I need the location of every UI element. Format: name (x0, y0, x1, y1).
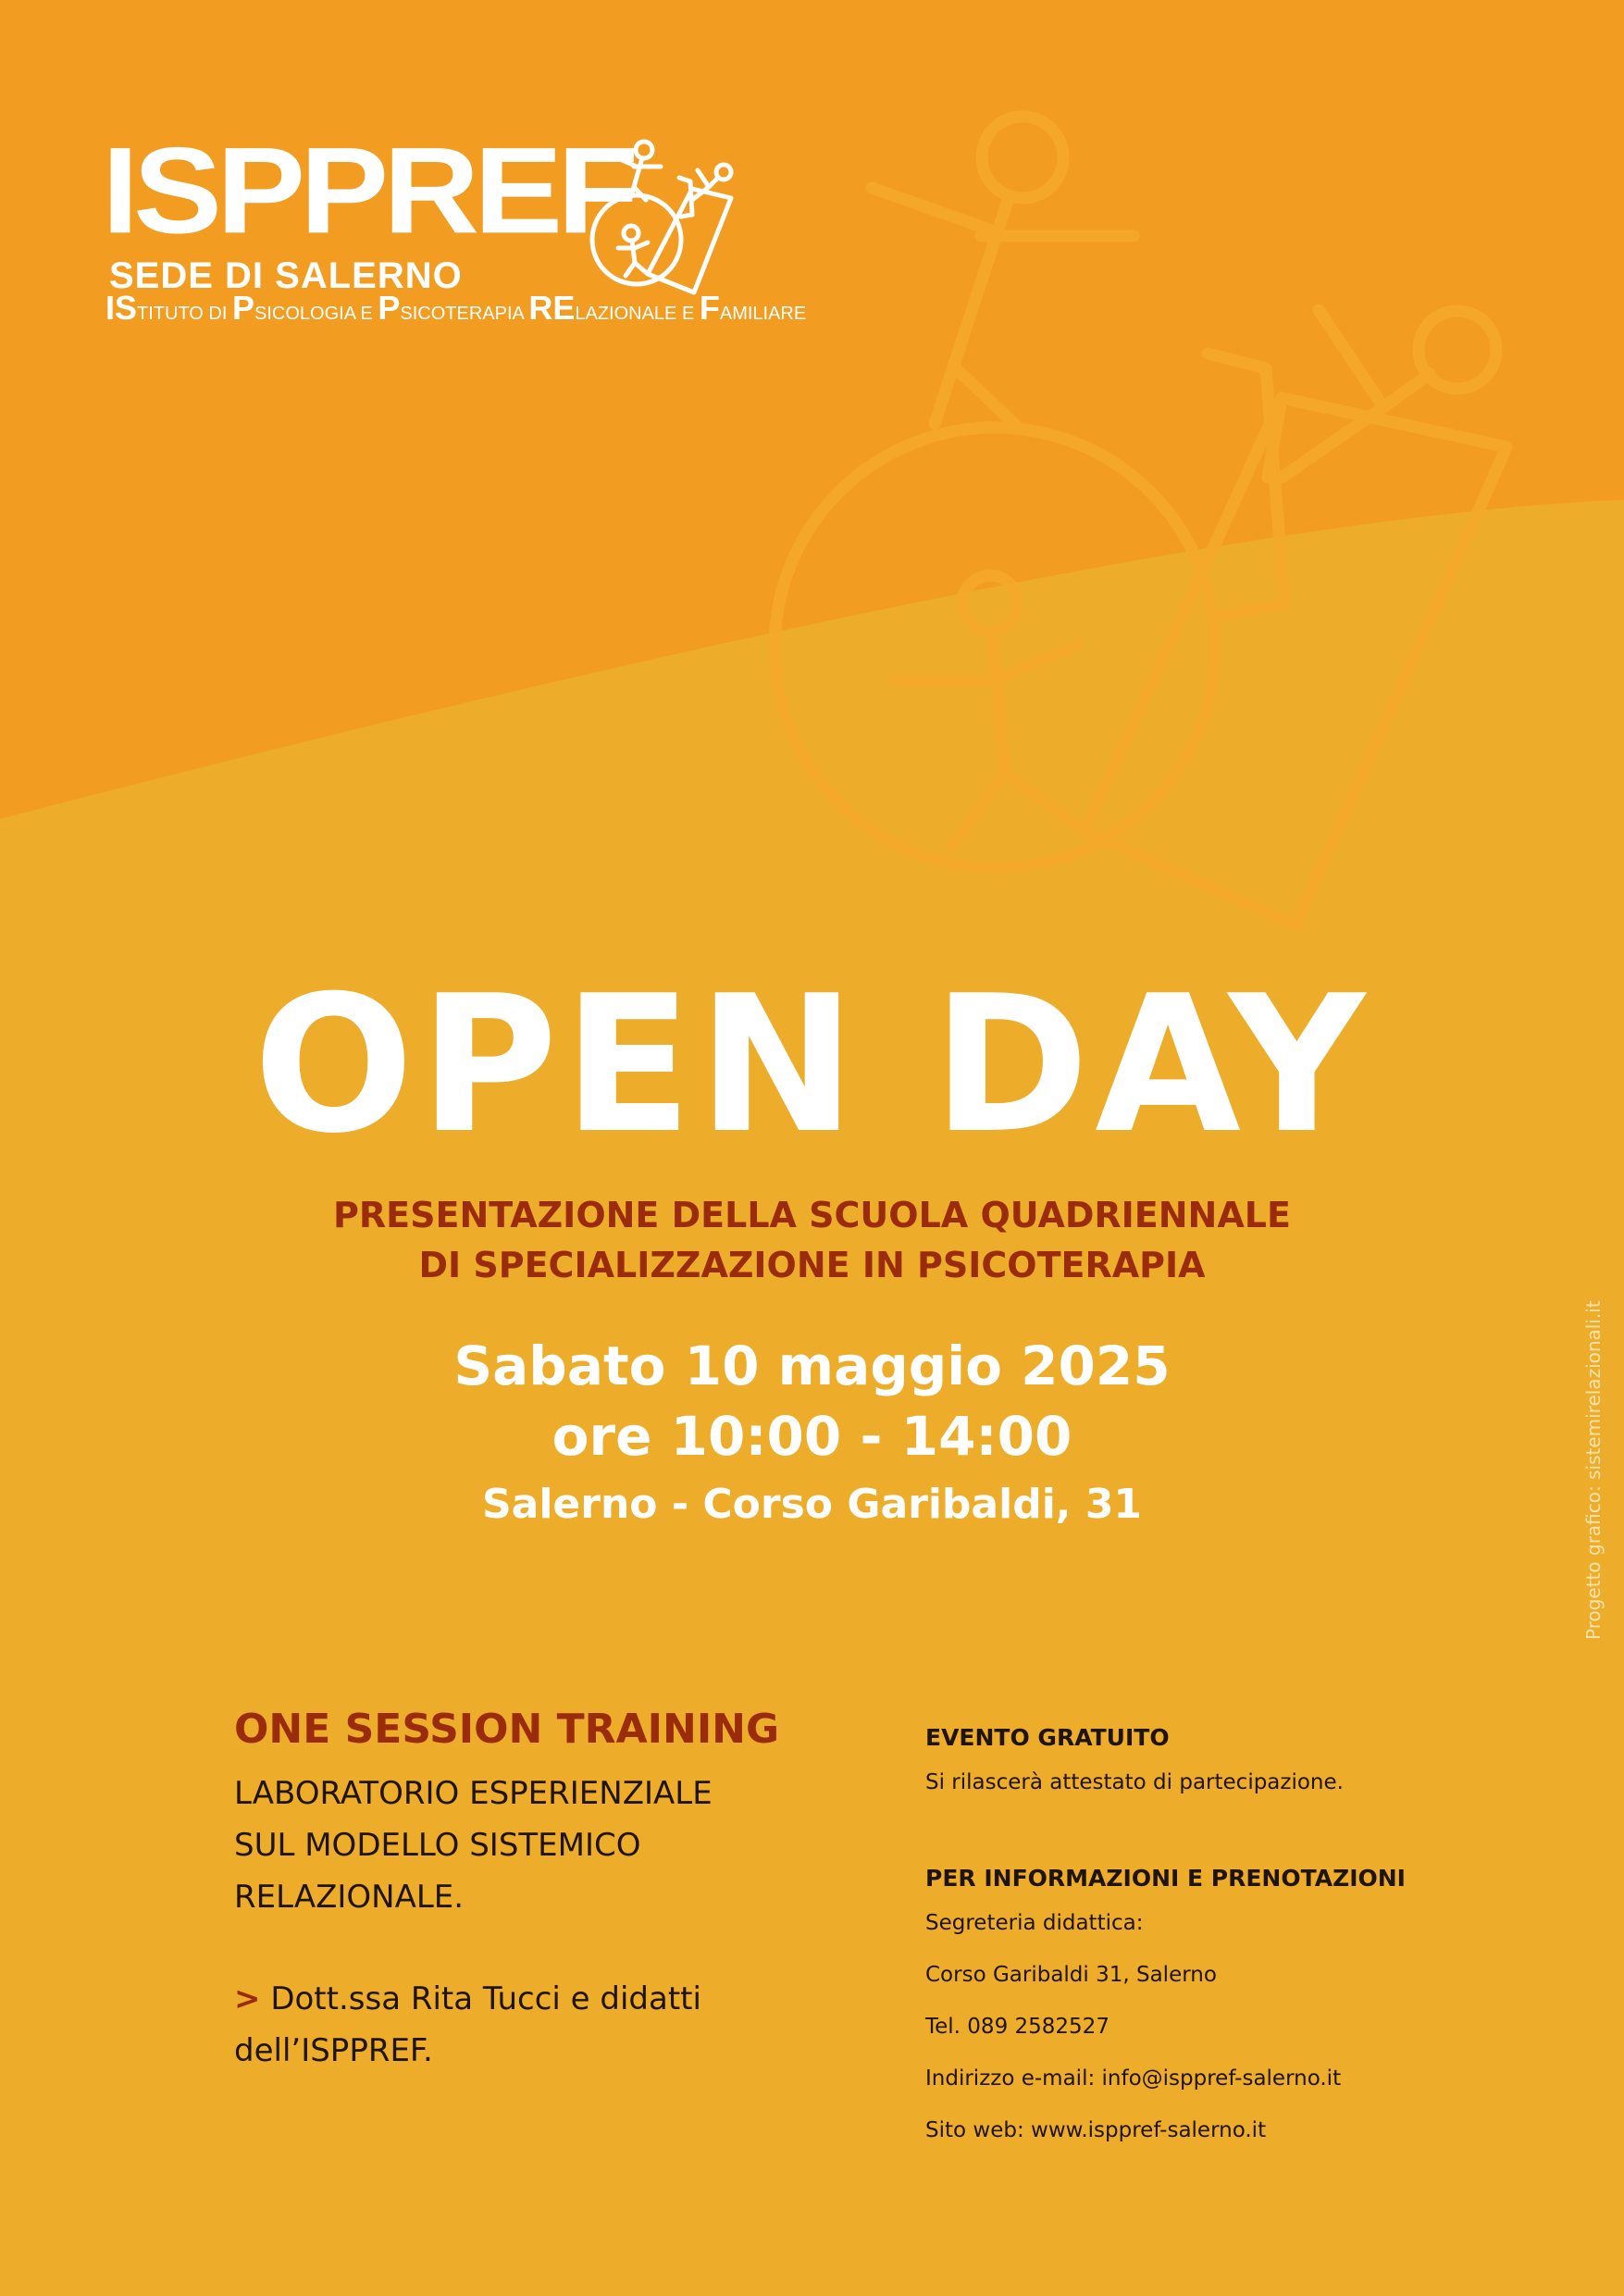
speakers-line (234, 1973, 826, 2025)
event-subtitle (0, 1190, 1624, 1290)
subtitle-line: PRESENTAZIONE DELLA SCUOLA QUADRIENNALE (333, 1195, 1291, 1235)
contacts-title: PER INFORMAZIONI E PRENOTAZIONI (925, 1865, 1406, 1892)
tagline-segment: TITUTO DI (137, 304, 232, 324)
description-line: SUL MODELLO SISTEMICO (234, 1827, 641, 1864)
description-line: RELAZIONALE. (234, 1879, 465, 1916)
design-credit: Progetto grafico: sistemirelazionali.it (1582, 1300, 1605, 1640)
event-datetime (0, 1331, 1624, 1534)
description-line: LABORATORIO ESPERIENZIALE (234, 1775, 713, 1812)
contact-line: Segreteria didattica: (925, 1911, 1144, 1935)
tagline-segment: P (231, 289, 254, 327)
training-description (234, 1768, 826, 1923)
tagline-segment: SICOLOGIA E (254, 304, 378, 324)
logo-subtitle: SEDE DI SALERNO (109, 255, 463, 296)
hero-section (0, 956, 1624, 1534)
family-wheel-figures-icon (583, 133, 768, 309)
tagline-segment: P (378, 289, 401, 327)
speakers-line: dell’ISPPREF. (234, 2032, 433, 2069)
event-title: OPEN DAY (253, 956, 1371, 1175)
contact-website[interactable]: Sito web: www.isppref-salerno.it (925, 2118, 1267, 2142)
tagline-segment: F (699, 289, 720, 327)
contact-phone[interactable]: Tel. 089 2582527 (925, 2015, 1110, 2039)
training-title: ONE SESSION TRAINING (234, 1706, 780, 1753)
info-section (925, 1719, 1444, 2156)
tagline-segment: LAZIONALE E (575, 304, 700, 324)
logo-wordmark: ISPPREF (102, 121, 634, 259)
contact-email[interactable]: Indirizzo e-mail: info@isppref-salerno.it (925, 2066, 1342, 2091)
certificate-text: Si rilascerà attestato di partecipazione. (925, 1770, 1344, 1794)
tagline-segment: RE (528, 289, 576, 327)
tagline-segment: AMILIARE (719, 304, 807, 324)
arrow-icon: > (234, 1980, 261, 2017)
event-time: ore 10:00 - 14:00 (552, 1405, 1072, 1468)
speakers-text: Dott.ssa Rita Tucci e didatti (270, 1980, 701, 2017)
event-place: Salerno - Corso Garibaldi, 31 (481, 1481, 1143, 1528)
free-event-title: EVENTO GRATUITO (925, 1724, 1170, 1751)
tagline-segment: SICOTERAPIA (400, 304, 529, 324)
subtitle-line: DI SPECIALIZZAZIONE IN PSICOTERAPIA (418, 1245, 1206, 1285)
tagline-segment: IS (105, 289, 138, 327)
training-section (234, 1699, 826, 2077)
contact-address: Corso Garibaldi 31, Salerno (925, 1963, 1217, 1987)
event-date: Sabato 10 maggio 2025 (453, 1334, 1171, 1397)
training-speakers (234, 1973, 826, 2077)
